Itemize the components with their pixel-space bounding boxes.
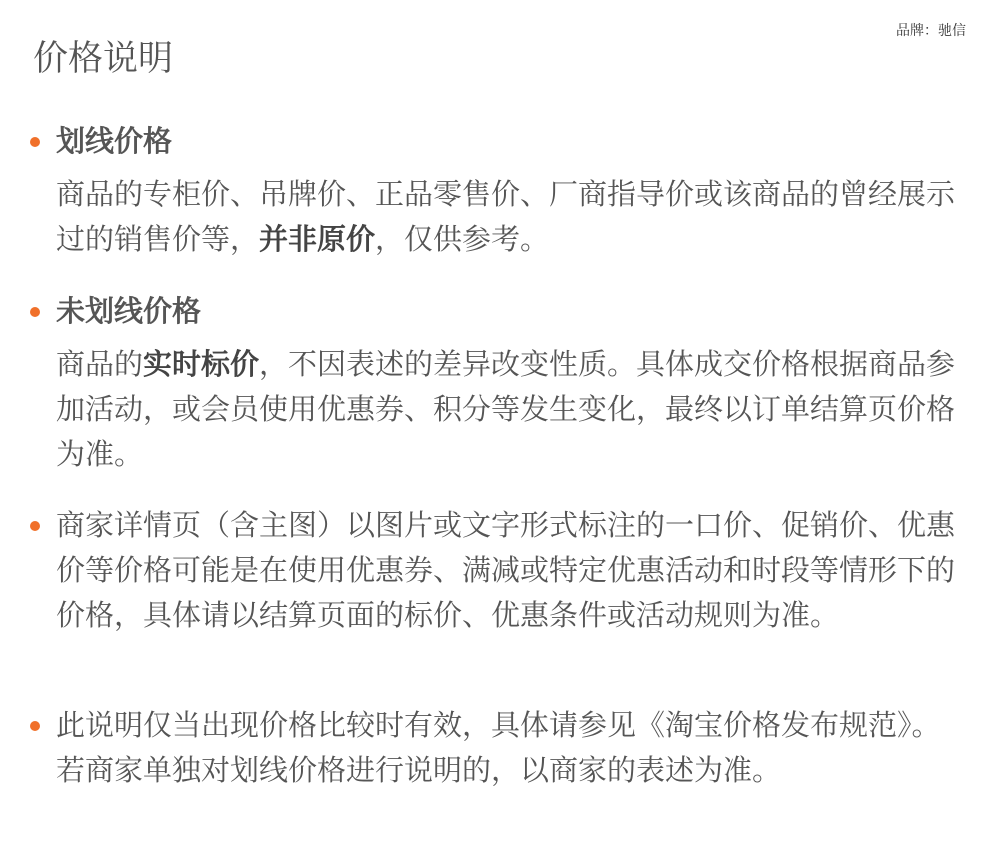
bullet-dot: [30, 307, 40, 317]
unstruck-price-emphasis: 实时标价: [143, 347, 260, 381]
bullet-dot: [30, 521, 40, 531]
unstruck-price-description: [56, 342, 961, 477]
unstruck-price-text-end: ，不因表述的差异改变性质。具体成交价格根据商品参加活动，或会员使用优惠券、积分等发生变化，最终以订单结算页价格为准。: [56, 347, 956, 471]
strike-price-heading: 划线价格: [56, 124, 173, 158]
merchant-note-text: 商家详情页（含主图）以图片或文字形式标注的一口价、促销价、优惠价等价格可能是在使用优惠券、满减或特定优惠活动和时段等情形下的价格，具体请以结算页面的标价、优惠条件或活动规则为准。: [56, 508, 956, 632]
bullet-dot: [30, 137, 40, 147]
validity-note-text: 此说明仅当出现价格比较时有效，具体请参见《淘宝价格发布规范》。若商家单独对划线价格进行说明的，以商家的表述为准。: [56, 708, 941, 787]
merchant-note-section: [30, 503, 960, 638]
brand-label: 品牌：驰信: [896, 23, 966, 39]
strike-price-text: 商品的专柜价、吊牌价、正品零售价、厂商指导价或该商品的曾经展示过的销售价等，: [56, 177, 956, 256]
unstruck-price-section: [30, 292, 960, 477]
unstruck-price-heading: 未划线价格: [56, 294, 202, 328]
page-title: 价格说明: [33, 39, 174, 79]
strike-price-emphasis: 并非原价: [259, 222, 376, 256]
strike-price-section: [30, 122, 960, 262]
unstruck-price-text: 商品的: [56, 347, 144, 381]
strike-price-text-end: ，仅供参考。: [375, 222, 550, 256]
strike-price-description: [56, 172, 961, 262]
validity-note-section: [30, 703, 960, 793]
bullet-dot: [30, 721, 40, 731]
